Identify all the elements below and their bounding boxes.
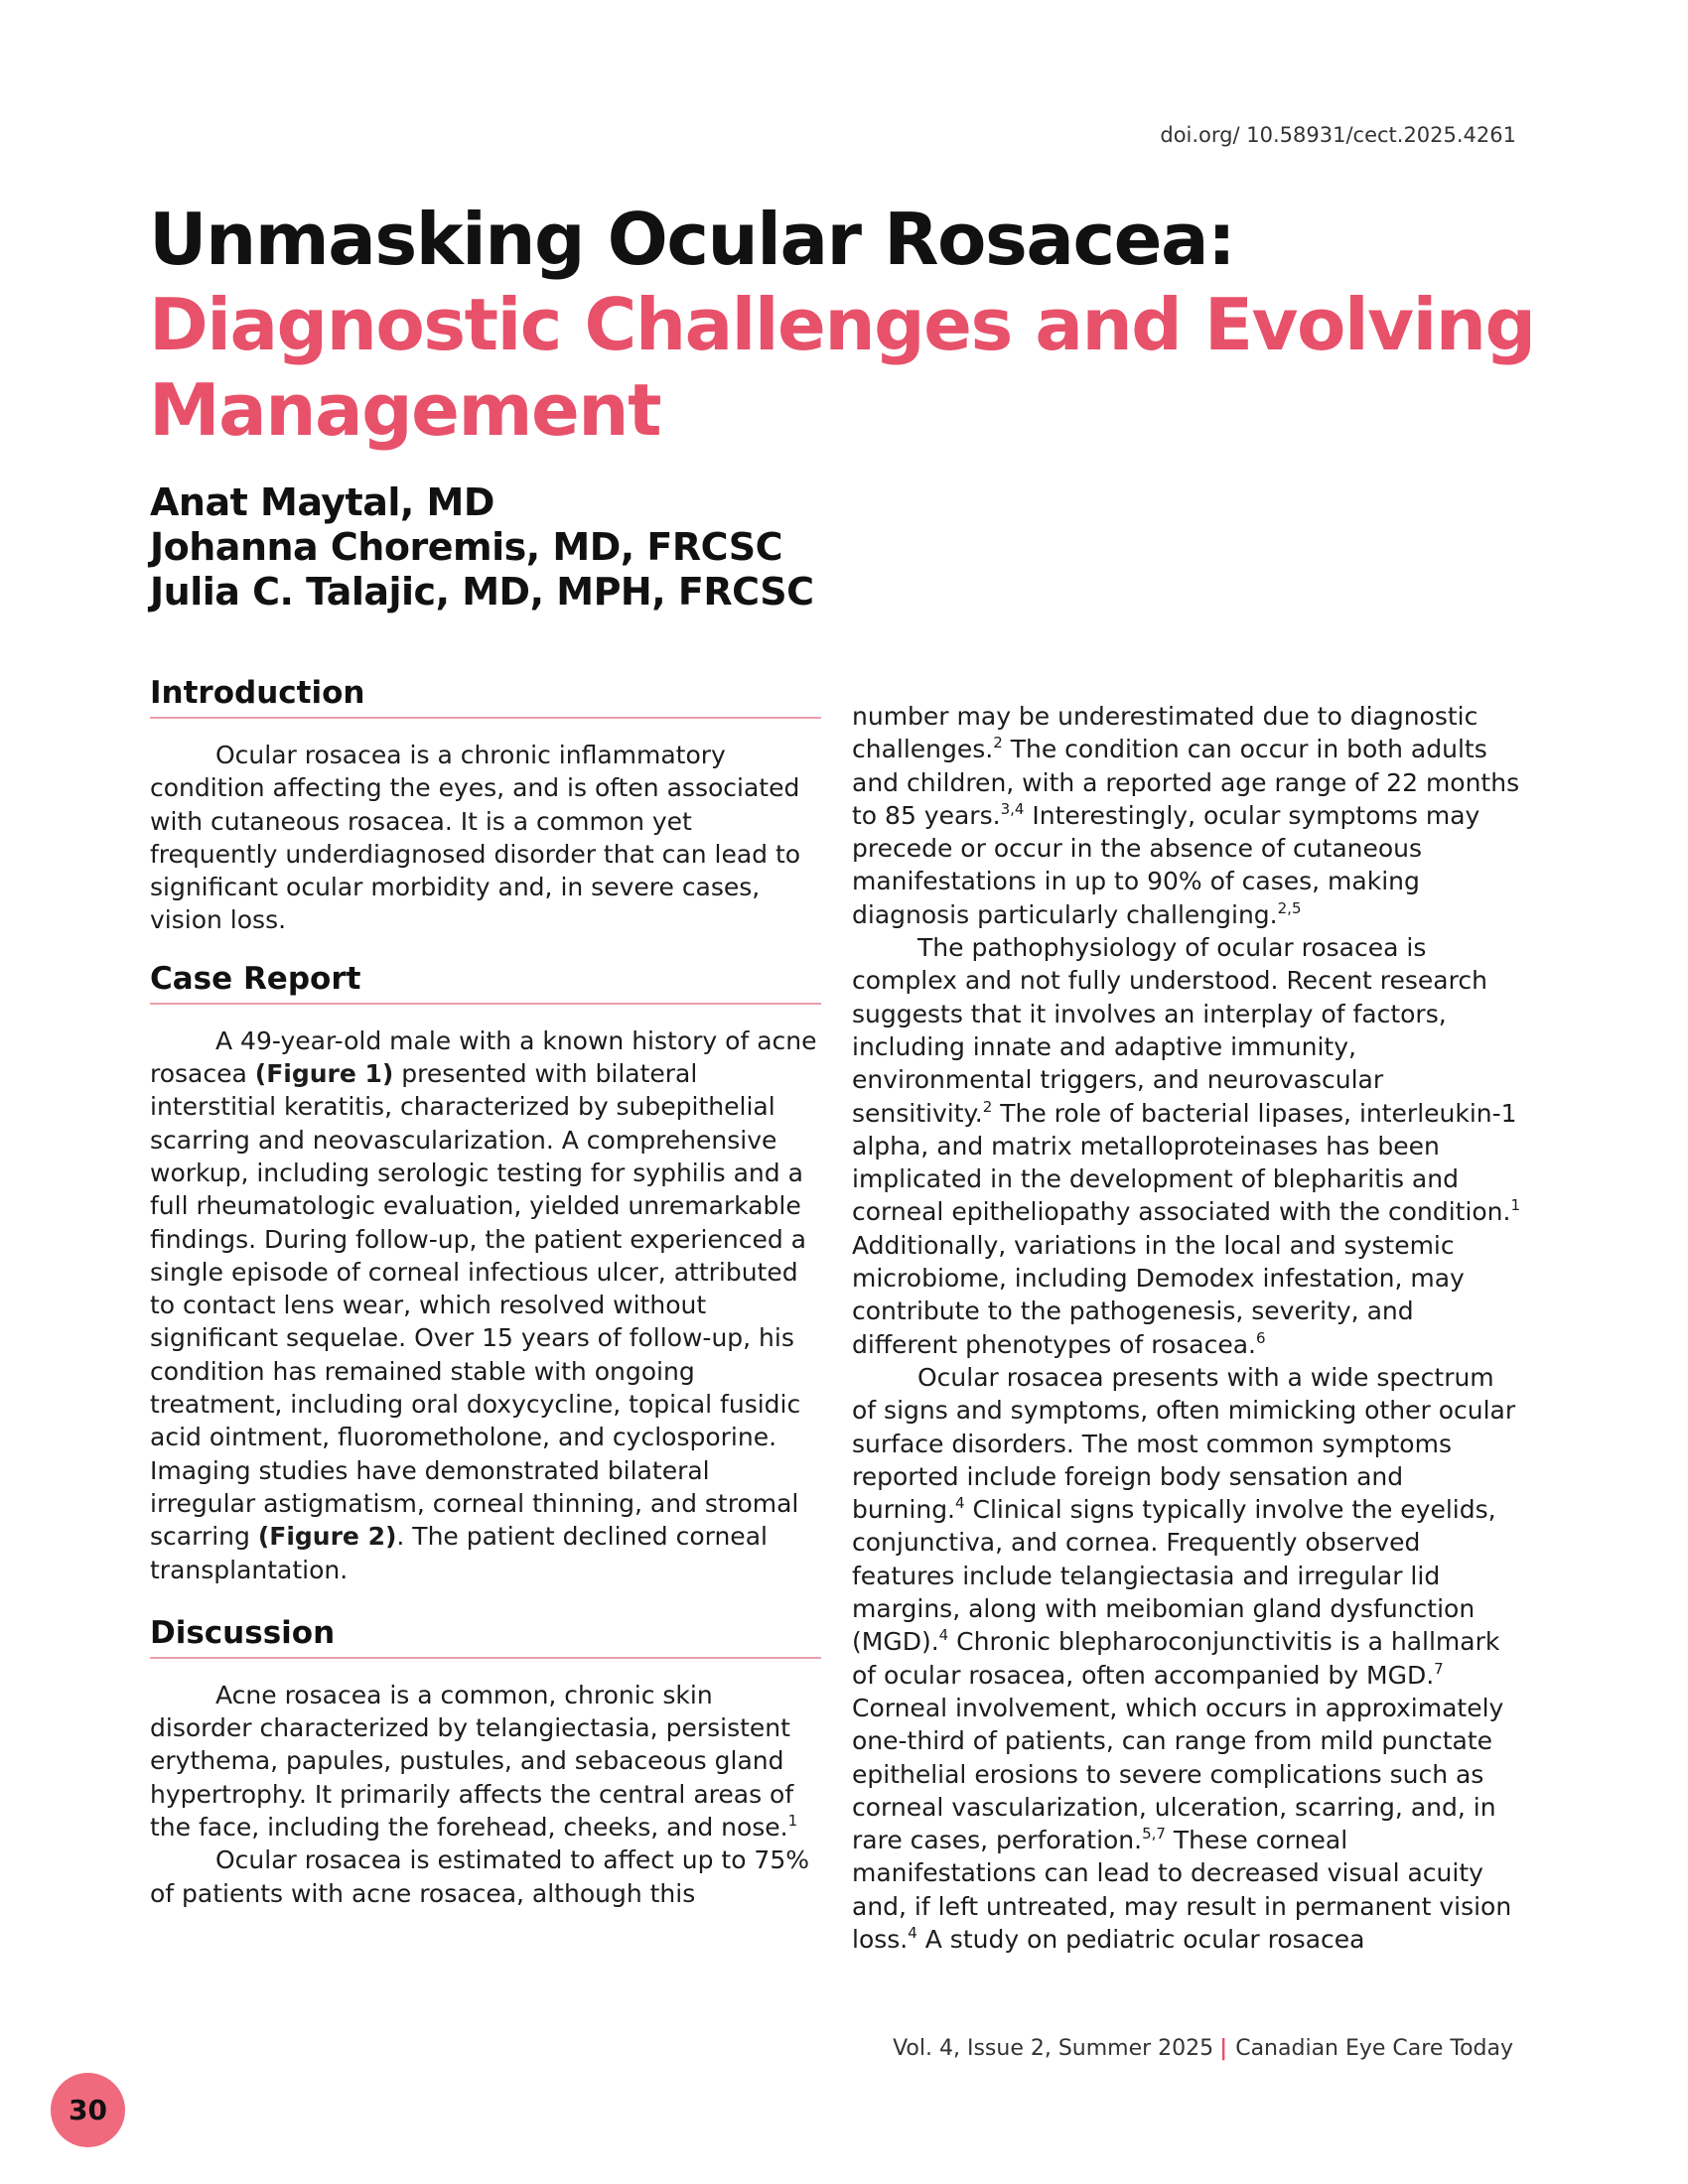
discussion-paragraph: The pathophysiology of ocular rosacea is complex and not fully understood. Recent research suggests that it involves an interplay of factors, including innate and adaptive immunity, environmental triggers, and neurovascular sensitivity.$^2$ The role of bacterial lipases, interleukin-1 alpha, and matrix metalloproteinases has been implicated in the development of blepharitis and corneal epitheliopathy associated with the condition.$^1$ Additionally, variations in the local and systemic microbiome, including Demodex infestation, may contribute to the pathogenesis, severity, and different phenotypes of rosacea.$^6$ [852, 933, 1521, 1359]
introduction-paragraph: Ocular rosacea is a chronic inflammatory condition affecting the eyes, and is often associated with cutaneous rosacea. It is a common yet frequently underdiagnosed disorder that can lead to significant ocular morbidity and, in severe cases, vision loss. [150, 741, 801, 935]
citation-reference: 4 [938, 1626, 949, 1645]
citation-reference: 6 [1255, 1328, 1266, 1347]
section-heading-case-report: Case Report [150, 959, 821, 1005]
figure-2-reference[interactable]: (Figure 2) [257, 1522, 397, 1552]
title-line-2: Diagnostic Challenges and Evolving [149, 283, 1535, 366]
right-column [852, 700, 1523, 1956]
figure-1-reference[interactable]: (Figure 1) [254, 1059, 394, 1089]
page-number-badge [51, 2073, 125, 2147]
citation-reference: 2 [982, 1097, 993, 1116]
citation-reference: 4 [955, 1494, 965, 1513]
left-column [150, 673, 821, 1910]
article-title [149, 197, 1559, 453]
footer-divider: | [1219, 2036, 1228, 2061]
author-name: Julia C. Talajic, MD, MPH, FRCSC [150, 570, 814, 614]
author-list [150, 480, 813, 614]
citation-reference: 2 [993, 734, 1003, 752]
title-line-1: Unmasking Ocular Rosacea: [149, 198, 1235, 281]
journal-name: Canadian Eye Care Today [1235, 2036, 1513, 2061]
citation-reference: 1 [1510, 1196, 1521, 1215]
page-number: 30 [69, 2094, 107, 2126]
case-report-paragraph: A 49-year-old male with a known history of acne rosacea (Figure 1) presented with bilateral interstitial keratitis, characterized by subepithelial scarring and neovascularization. A comprehensive workup, including serologic testing for syphilis and a full rheumatologic evaluation, yielded unremarkable findings. During follow-up, the patient experienced a single episode of corneal infectious ulcer, attributed to contact lens wear, which resolved without significant sequelae. Over 15 years of follow-up, his condition has remained stable with ongoing treatment, including oral doxycycline, topical fusidic acid ointment, fluorometholone, and cyclosporine. Imaging studies have demonstrated bilateral irregular astigmatism, corneal thinning, and stromal scarring (Figure 2). The patient declined corneal transplantation. [150, 1025, 817, 1584]
citation-reference: 4 [908, 1923, 917, 1942]
doi-link[interactable]: doi.org/ 10.58931/cect.2025.4261 [1160, 123, 1516, 147]
issue-info: Vol. 4, Issue 2, Summer 2025 [893, 2036, 1214, 2061]
author-name: Anat Maytal, MD [150, 480, 494, 524]
citation-reference: 3,4 [1000, 799, 1025, 818]
author-name: Johanna Choremis, MD, FRCSC [150, 525, 782, 569]
section-heading-introduction: Introduction [150, 673, 821, 719]
discussion-paragraph: Acne rosacea is a common, chronic skin disorder characterized by telangiectasia, persistent erythema, papules, pustules, and sebaceous gland hypertrophy. It primarily affects the central areas of the face, including the forehead, cheeks, and nose.$^1$ [150, 1680, 798, 1843]
discussion-paragraph: Ocular rosacea presents with a wide spectrum of signs and symptoms, often mimicking other ocular surface disorders. The most common symptoms reported include foreign body sensation and burning.$^4$ Clinical signs typically involve the eyelids, conjunctiva, and cornea. Frequently observed features include telangiectasia and irregular lid margins, along with meibomian gland dysfunction (MGD).$^4$ Chronic blepharoconjunctivitis is a hallmark of ocular rosacea, often accompanied by MGD.$^7$ Corneal involvement, which occurs in approximately one-third of patients, can range from mild punctate epithelial erosions to severe complications such as corneal vascularization, ulceration, scarring, and, in rare cases, perforation.$^{5,7}$ These corneal manifestations can lead to decreased visual acuity and, if left untreated, may result in permanent vision loss.$^4$ A study on pediatric ocular rosacea [852, 1362, 1516, 1954]
title-line-3: Management [149, 368, 660, 452]
page-footer [893, 2036, 1513, 2061]
discussion-paragraph: Ocular rosacea is estimated to affect up to 75% of patients with acne rosacea, although this [150, 1845, 809, 1908]
discussion-paragraph: number may be underestimated due to diagnostic challenges.$^2$ The condition can occur in both adults and children, with a reported age range of 22 months to 85 years.$^{3,4}$ Interestingly, ocular symptoms may precede or occur in the absence of cutaneous manifestations in up to 90% of cases, making diagnosis particularly challenging.$^{2,5}$ [852, 702, 1520, 929]
citation-reference: 1 [787, 1812, 798, 1831]
citation-reference: 5,7 [1142, 1825, 1166, 1843]
citation-reference: 7 [1434, 1659, 1444, 1678]
section-heading-discussion: Discussion [150, 1613, 821, 1659]
citation-reference: 2,5 [1277, 898, 1302, 917]
